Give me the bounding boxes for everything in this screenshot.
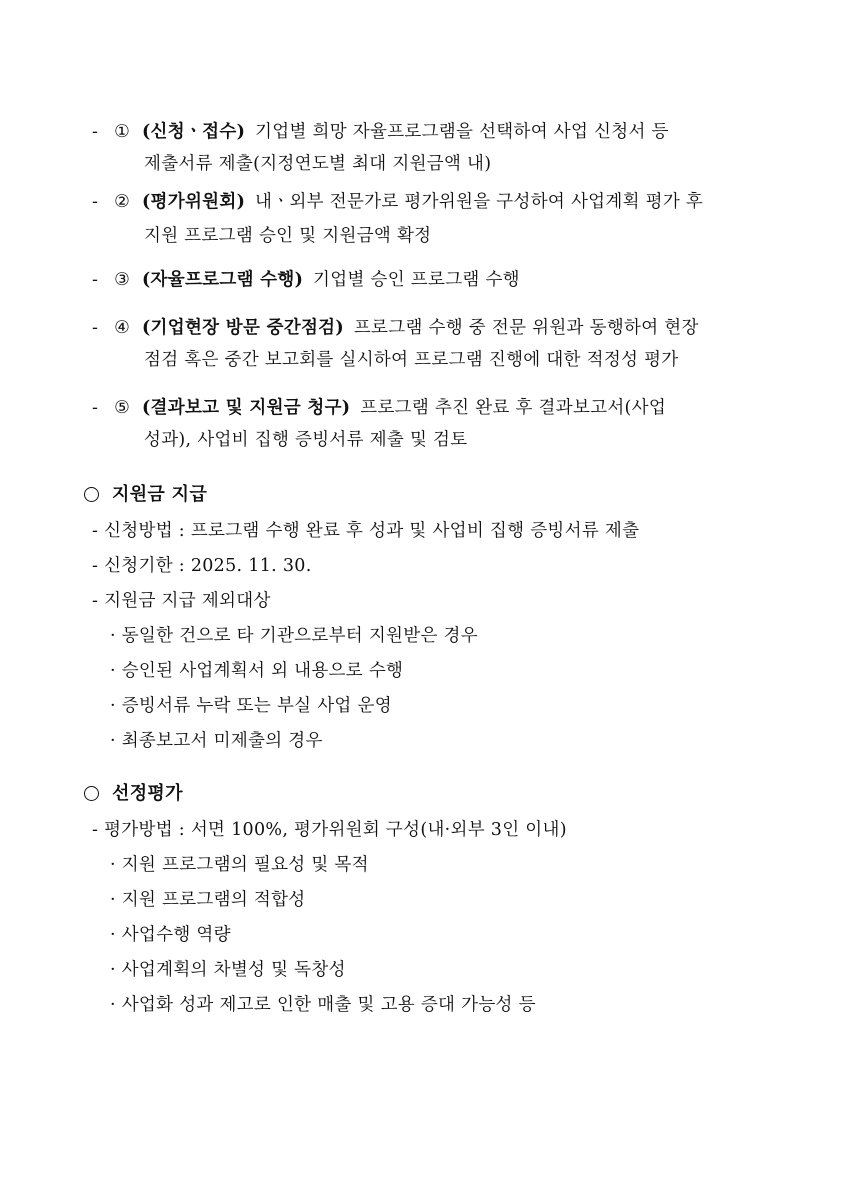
criteria-item: · 지원 프로그램의 적합성 [110,890,306,910]
criteria-item: · 사업수행 역량 [110,925,231,945]
step-title: (신청ㆍ접수) [141,122,246,142]
criteria-item: · 사업화 성과 제고로 인한 매출 및 고용 증대 가능성 등 [110,995,536,1015]
step-number: ① [114,122,131,142]
exclusion-item: · 최종보고서 미제출의 경우 [110,731,323,751]
criteria-item: · 사업계획의 차별성 및 독창성 [110,960,346,980]
step-title: (평가위원회) [141,192,246,212]
exclusion-item: · 승인된 사업계획서 외 내용으로 수행 [110,661,404,681]
exclusion-title: - 지원금 지급 제외대상 [92,591,271,611]
step-5-line-1 [92,396,666,420]
step-text: 프로그램 수행 중 전문 위원과 동행하여 현장 [353,318,699,338]
exclusion-item: · 증빙서류 누락 또는 부실 사업 운영 [110,696,392,716]
step-1-line-2: 제출서류 제출(지정연도별 최대 지원금액 내) [144,154,492,174]
step-number: ④ [114,318,131,338]
dash: - [92,398,99,418]
circle-bullet-icon [84,487,99,502]
step-title: (결과보고 및 지원금 청구) [141,398,351,418]
step-text: 내ㆍ외부 전문가로 평가위원을 구성하여 사업계획 평가 후 [255,192,704,212]
evaluation-method: - 평가방법 : 서면 100%, 평가위원회 구성(내·외부 3인 이내) [92,820,567,840]
step-2-line-1 [92,190,703,214]
circle-bullet-icon [84,786,99,801]
dash: - [92,122,99,142]
dash: - [92,318,99,338]
step-text: 기업별 희망 자율프로그램을 선택하여 사업 신청서 등 [255,122,669,142]
step-2-line-2: 지원 프로그램 승인 및 지원금액 확정 [144,226,432,246]
step-title: (자율프로그램 수행) [141,270,304,290]
section-title: 선정평가 [112,783,183,804]
step-number: ② [114,192,131,212]
section-title: 지원금 지급 [112,484,208,505]
exclusion-item: · 동일한 건으로 타 기관으로부터 지원받은 경우 [110,626,478,646]
step-3-line-1 [92,268,520,292]
step-5-line-2: 성과), 사업비 집행 증빙서류 제출 및 검토 [144,430,468,450]
step-text: 기업별 승인 프로그램 수행 [313,270,520,290]
step-text: 프로그램 추진 완료 후 결과보고서(사업 [360,398,667,418]
step-title: (기업현장 방문 중간점검) [141,318,344,338]
dash: - [92,192,99,212]
dash: - [92,270,99,290]
step-4-line-2: 점검 혹은 중간 보고회를 실시하여 프로그램 진행에 대한 적정성 평가 [144,350,679,370]
payment-method: - 신청방법 : 프로그램 수행 완료 후 성과 및 사업비 집행 증빙서류 제출 [92,521,640,541]
step-number: ⑤ [114,398,131,418]
payment-deadline: - 신청기한 : 2025. 11. 30. [92,556,312,576]
criteria-item: · 지원 프로그램의 필요성 및 목적 [110,855,369,875]
step-4-line-1 [92,316,699,340]
step-number: ③ [114,270,131,290]
step-1-line-1 [92,120,669,144]
